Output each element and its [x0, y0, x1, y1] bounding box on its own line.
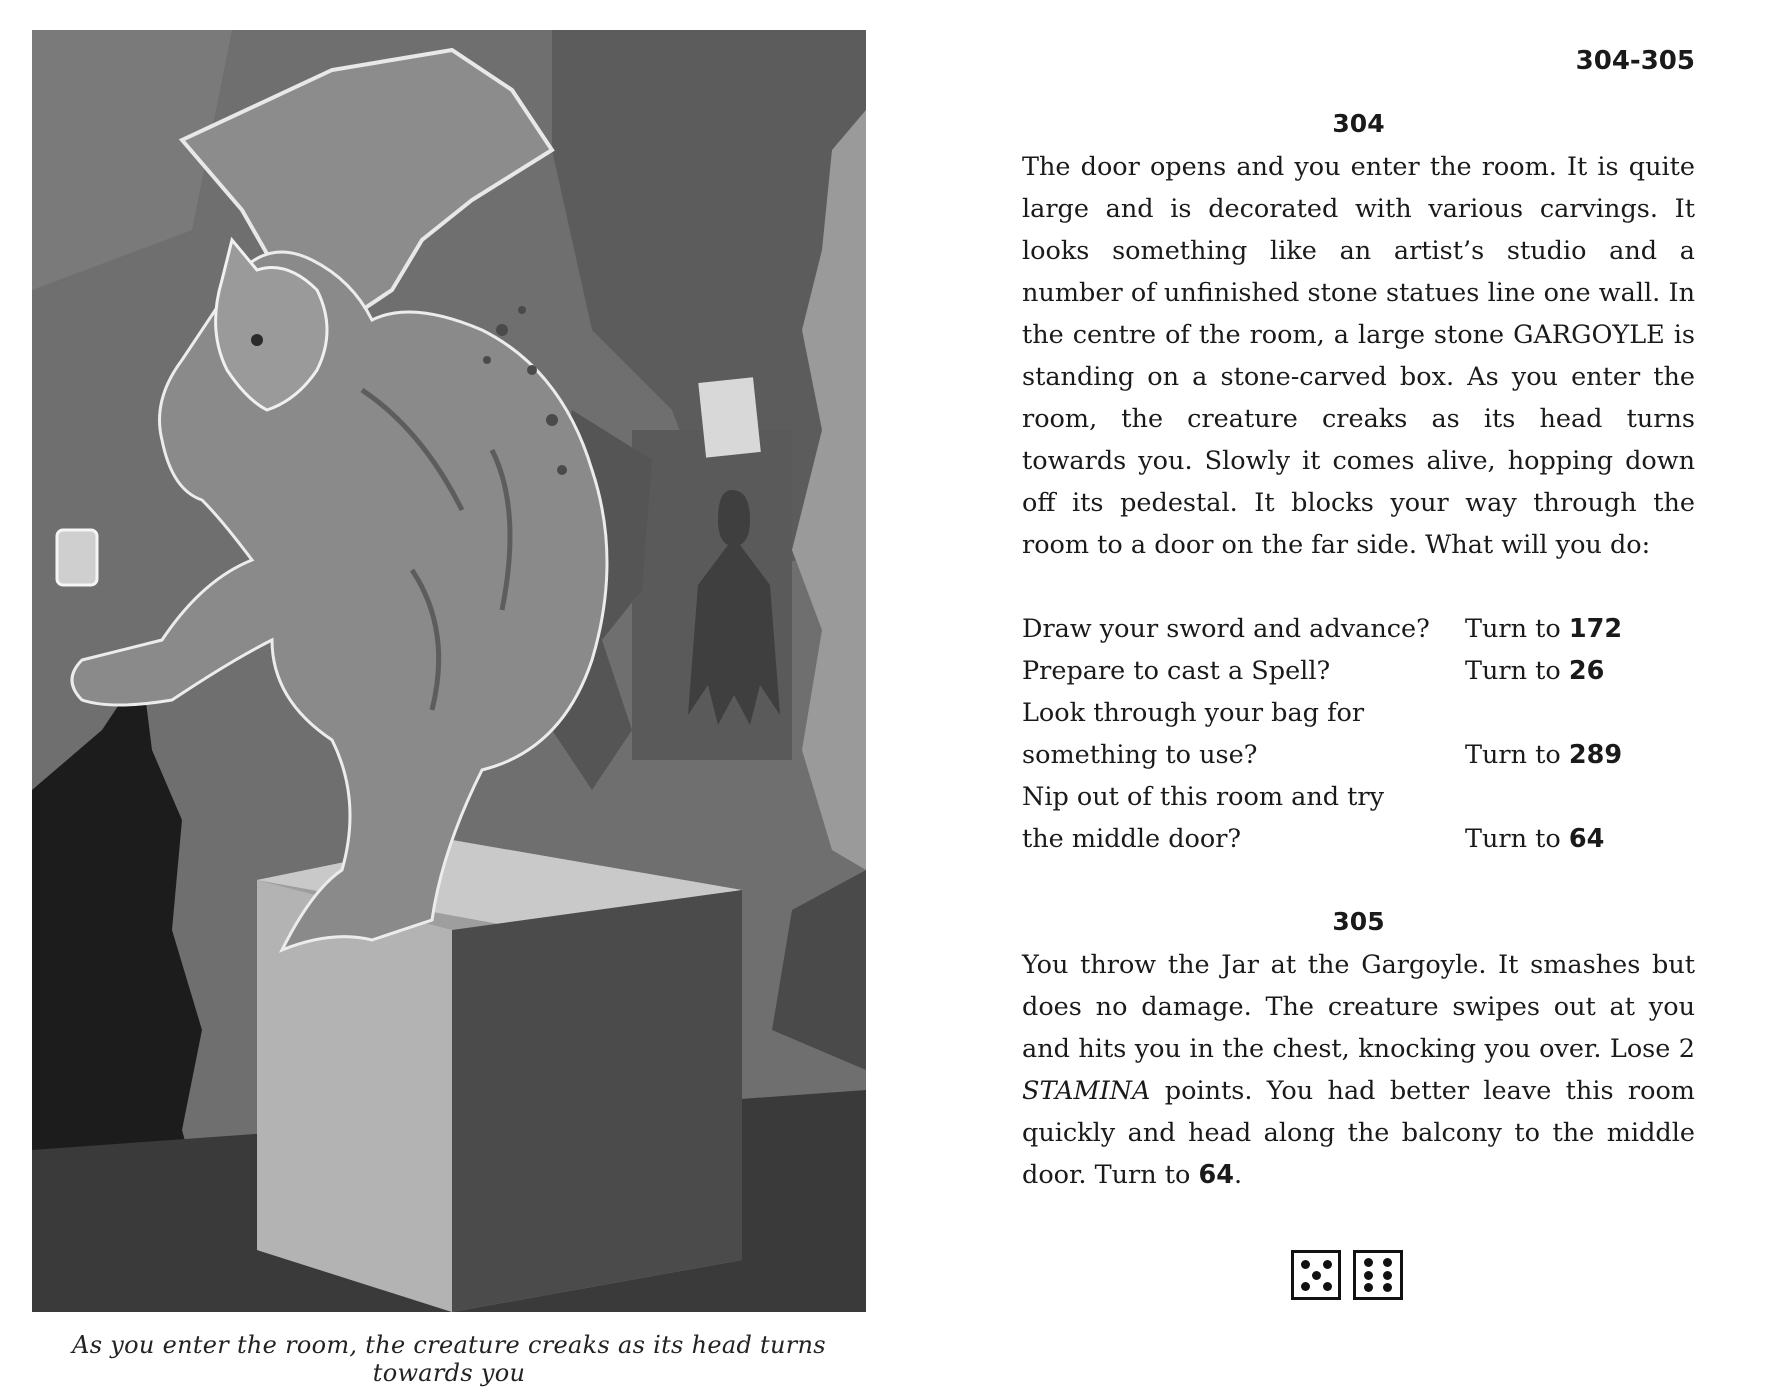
section-number-304: 304 [1332, 109, 1385, 138]
die-pip [1301, 1282, 1310, 1291]
choice-turn [1465, 650, 1604, 692]
die-pip [1323, 1282, 1332, 1291]
page-range-header: 304-305 [1575, 46, 1695, 76]
die-five-icon [1291, 1250, 1341, 1300]
stamina-stat: STAMINA [1022, 1076, 1151, 1106]
choices-list [1022, 608, 1695, 860]
choice-row[interactable] [1022, 692, 1695, 776]
dice-pair [1291, 1250, 1403, 1300]
turn-target[interactable]: 64 [1198, 1160, 1234, 1190]
turn-label: Turn to [1465, 656, 1561, 686]
choice-row[interactable] [1022, 776, 1695, 860]
die-pip [1383, 1258, 1392, 1267]
turn-target[interactable]: 26 [1568, 656, 1605, 686]
section-number-305: 305 [1332, 907, 1385, 936]
gargoyle-artwork [32, 30, 866, 1312]
choice-turn [1465, 818, 1604, 860]
gargoyle-illustration [32, 30, 866, 1312]
die-pip [1312, 1271, 1321, 1280]
section-305-text-b: points. You had better leave this room quickly and head along the balcony to the middle door. Turn to [1022, 1076, 1695, 1190]
choice-line: Draw your sword and advance? [1022, 614, 1430, 644]
die-pip [1383, 1283, 1392, 1292]
choice-text [1022, 650, 1465, 692]
choice-turn [1465, 608, 1622, 650]
choice-line: Prepare to cast a Spell? [1022, 656, 1331, 686]
section-305-text [1022, 944, 1695, 1196]
die-pip [1364, 1271, 1373, 1280]
turn-label: Turn to [1465, 824, 1561, 854]
choice-turn [1465, 734, 1622, 776]
turn-target[interactable]: 172 [1568, 614, 1623, 644]
turn-target[interactable]: 64 [1568, 824, 1605, 854]
text-column [1022, 104, 1695, 1196]
section-305 [1022, 902, 1695, 1196]
section-305-text-a: You throw the Jar at the Gargoyle. It smashes but does no damage. The creature swipes out at you and hits you in the chest, knocking you over. Lose 2 [1022, 950, 1695, 1064]
choice-text [1022, 608, 1465, 650]
die-pip [1301, 1260, 1310, 1269]
die-pip [1364, 1283, 1373, 1292]
choice-row[interactable] [1022, 650, 1695, 692]
choice-line: Nip out of this room and try [1022, 782, 1385, 812]
choice-row[interactable] [1022, 608, 1695, 650]
die-pip [1323, 1260, 1332, 1269]
section-305-text-c: . [1233, 1160, 1243, 1190]
choice-line: something to use? [1022, 740, 1258, 770]
choice-line: Look through your bag for [1022, 698, 1365, 728]
turn-label: Turn to [1465, 614, 1561, 644]
illustration-caption: As you enter the room, the creature creaks as its head turns towards you [72, 1331, 826, 1387]
choice-line: the middle door? [1022, 824, 1242, 854]
choice-text [1022, 692, 1465, 776]
choice-text [1022, 776, 1465, 860]
section-304-text: The door opens and you enter the room. It is quite large and is decorated with various carvings. It looks something like an artist’s studio and a number of unfinished stone statues line one wall. In the centre of the room, a large stone GARGOYLE is standing on a stone-carved box. As you enter the room, the creature creaks as its head turns towards you. Slowly it comes alive, hopping down off its pedestal. It blocks your way through the room to a door on the far side. What will you do: [1022, 152, 1695, 560]
die-six-icon [1353, 1250, 1403, 1300]
die-pip [1383, 1271, 1392, 1280]
turn-label: Turn to [1465, 740, 1561, 770]
die-pip [1364, 1258, 1373, 1267]
turn-target[interactable]: 289 [1568, 740, 1623, 770]
